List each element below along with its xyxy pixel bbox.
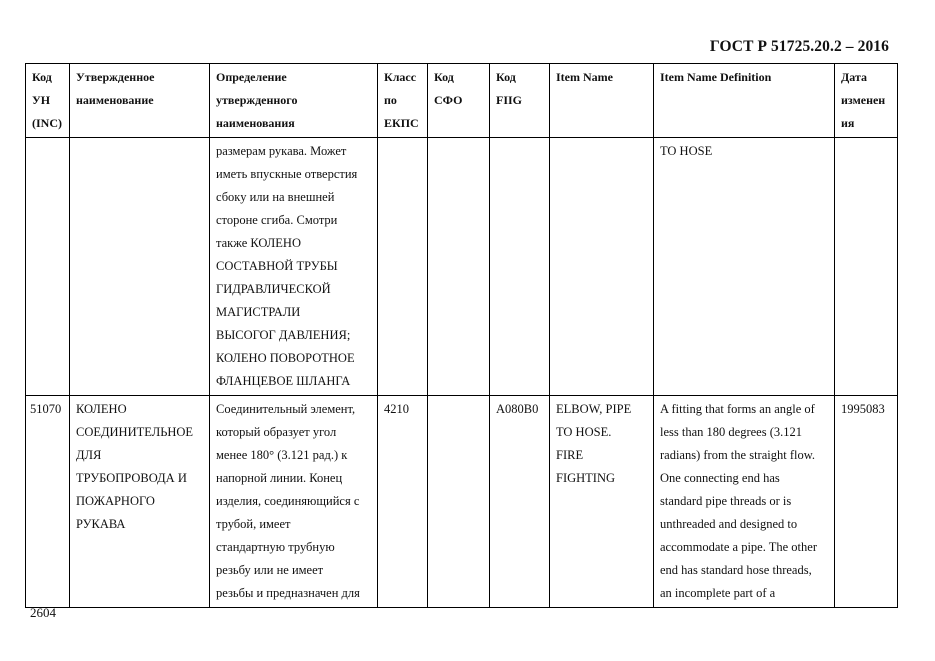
header-col-ekps <box>378 64 428 138</box>
cell-col-sfo <box>428 138 490 396</box>
cell-line: ДЛЯ <box>76 448 102 462</box>
cell-col-item-name <box>550 138 654 396</box>
cell-line: end has standard hose threads, <box>660 563 812 577</box>
cell-line: ELBOW, PIPE <box>556 402 632 416</box>
cell-line: трубой, имеет <box>216 517 291 531</box>
header-line: изменен <box>841 93 886 107</box>
header-line: ЕКПС <box>384 116 419 130</box>
cell-line: сбоку или на внешней <box>216 190 335 204</box>
cell-col-item-def <box>654 138 835 396</box>
cell-line: иметь впускные отверстия <box>216 167 358 181</box>
header-col-item-name <box>550 64 654 138</box>
cell-line: ТРУБОПРОВОДА И <box>76 471 187 485</box>
cell-col-approved-name <box>70 138 210 396</box>
cell-line: который образует угол <box>216 425 337 439</box>
cell-col-ekps <box>378 138 428 396</box>
cell-line: Соединительный элемент, <box>216 402 356 416</box>
cell-line: TO HOSE. <box>556 425 612 439</box>
cell-line: 4210 <box>384 402 409 416</box>
header-line: (INC) <box>32 116 62 130</box>
cell-col-definition <box>210 138 378 396</box>
header-line: Код <box>496 70 516 84</box>
header-col-date <box>835 64 898 138</box>
cell-col-ekps <box>378 396 428 608</box>
cell-col-approved-name <box>70 396 210 608</box>
item-name-catalog-table <box>25 63 898 608</box>
header-line: Определение <box>216 70 287 84</box>
document-standard-code: ГОСТ Р 51725.20.2 – 2016 <box>709 38 889 55</box>
cell-line: A080B0 <box>496 402 539 416</box>
cell-line: резьбы и предназначен для <box>216 586 360 600</box>
header-col-sfo <box>428 64 490 138</box>
cell-line: 1995083 <box>841 402 885 416</box>
cell-col-item-def <box>654 396 835 608</box>
header-line: Дата <box>841 70 867 84</box>
cell-line: 51070 <box>30 402 62 416</box>
cell-line: FIRE <box>556 448 584 462</box>
cell-line: FIGHTING <box>556 471 616 485</box>
cell-line: ФЛАНЦЕВОЕ ШЛАНГА <box>216 374 351 388</box>
cell-line: ПОЖАРНОГО <box>76 494 155 508</box>
cell-line: стороне сгиба. Смотри <box>216 213 338 227</box>
cell-line: One connecting end has <box>660 471 780 485</box>
page-number: 2604 <box>30 605 56 620</box>
header-line: наименования <box>216 116 295 130</box>
cell-line: МАГИСТРАЛИ <box>216 305 301 319</box>
header-col-approved-name <box>70 64 210 138</box>
cell-col-item-name <box>550 396 654 608</box>
cell-col-fiig <box>490 138 550 396</box>
cell-line: an incomplete part of a <box>660 586 776 600</box>
header-line: утвержденного <box>216 93 298 107</box>
cell-col-inc <box>26 396 70 608</box>
header-line: Код <box>434 70 454 84</box>
cell-line: A fitting that forms an angle of <box>660 402 815 416</box>
table-header-row <box>26 64 898 138</box>
table-row <box>26 396 898 608</box>
cell-line: standard pipe threads or is <box>660 494 792 508</box>
cell-col-date <box>835 396 898 608</box>
cell-col-fiig <box>490 396 550 608</box>
cell-line: unthreaded and designed to <box>660 517 798 531</box>
cell-col-inc <box>26 138 70 396</box>
cell-line: radians) from the straight flow. <box>660 448 816 462</box>
cell-line: стандартную трубную <box>216 540 335 554</box>
cell-line: напорной линии. Конец <box>216 471 343 485</box>
cell-col-definition <box>210 396 378 608</box>
cell-line: размерам рукава. Может <box>216 144 347 158</box>
header-line: по <box>384 93 397 107</box>
cell-line: СОЕДИНИТЕЛЬНОЕ <box>76 425 194 439</box>
header-line: Утвержденное <box>76 70 155 84</box>
header-line: ия <box>841 116 855 130</box>
table-row <box>26 138 898 396</box>
header-line: СФО <box>434 93 463 107</box>
cell-line: КОЛЕНО <box>76 402 127 416</box>
header-line: Item Name Definition <box>660 70 772 84</box>
cell-line: изделия, соединяющийся с <box>216 494 360 508</box>
cell-line: РУКАВА <box>76 517 126 531</box>
cell-line: резьбу или не имеет <box>216 563 324 577</box>
cell-line: TO HOSE <box>660 144 713 158</box>
header-line: Item Name <box>556 70 613 84</box>
header-line: FIIG <box>496 93 523 107</box>
header-line: наименование <box>76 93 154 107</box>
cell-line: ВЫСОГОГ ДАВЛЕНИЯ; <box>216 328 351 342</box>
cell-line: accommodate a pipe. The other <box>660 540 817 554</box>
header-line: УН <box>32 93 51 107</box>
cell-line: СОСТАВНОЙ ТРУБЫ <box>216 259 338 273</box>
header-col-item-def <box>654 64 835 138</box>
header-col-definition <box>210 64 378 138</box>
cell-line: less than 180 degrees (3.121 <box>660 425 802 439</box>
cell-col-sfo <box>428 396 490 608</box>
header-col-inc <box>26 64 70 138</box>
cell-col-date <box>835 138 898 396</box>
cell-line: ГИДРАВЛИЧЕСКОЙ <box>216 282 331 296</box>
cell-line: КОЛЕНО ПОВОРОТНОЕ <box>216 351 355 365</box>
header-line: Код <box>32 70 52 84</box>
cell-line: менее 180° (3.121 рад.) к <box>216 448 348 462</box>
cell-line: также КОЛЕНО <box>216 236 301 250</box>
header-col-fiig <box>490 64 550 138</box>
header-line: Класс <box>384 70 417 84</box>
